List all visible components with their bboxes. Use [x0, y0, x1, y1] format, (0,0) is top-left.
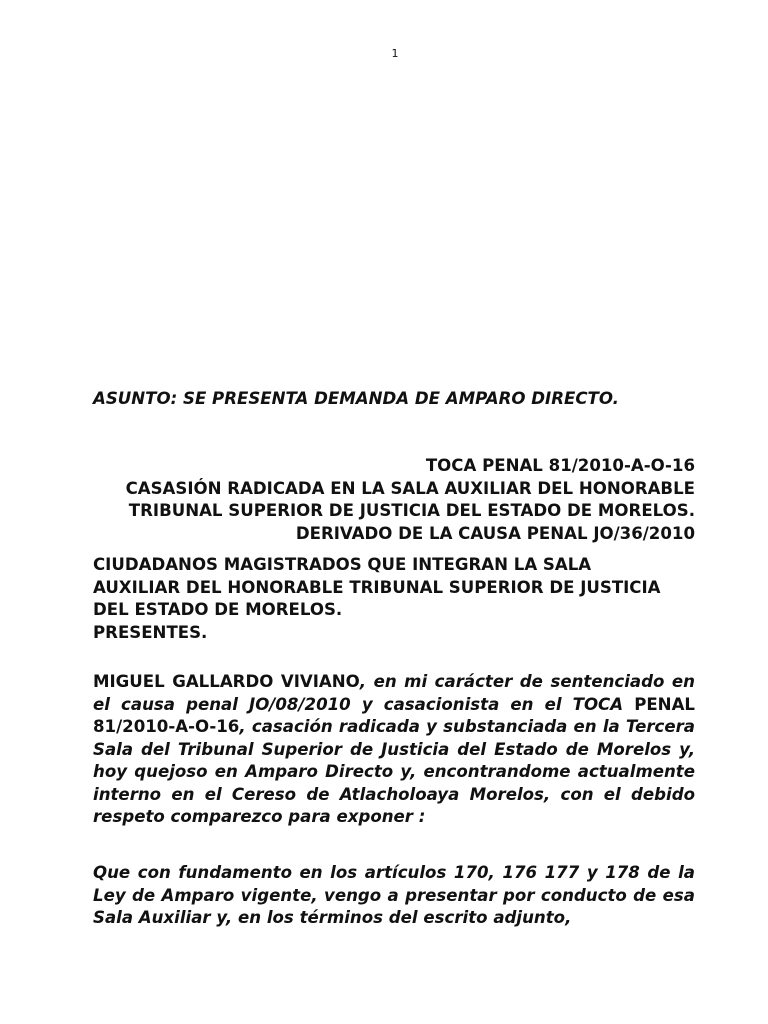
paragraph-text: , casación radicada y substanciada en la Tercera Sala del Tribunal Superior de Justicia del Estado de Morelos y, hoy quejoso en Amparo Directo y, encontrandome actualmente interno en el Cereso de Atlacholoaya Morelos, con el debido respeto comparezco para exponer : — [93, 717, 695, 826]
addressee-line: PRESENTES. — [93, 622, 208, 642]
addressee — [93, 554, 695, 644]
case-reference-line: TOCA PENAL 81/2010-A-O-16 — [425, 456, 695, 475]
toca-reference: PENAL 81/2010-A-O-16 — [93, 694, 695, 736]
body-paragraph-1 — [93, 671, 695, 829]
case-reference-line: CASASIÓN RADICADA EN LA SALA AUXILIAR DEL HONORABLE — [125, 478, 695, 498]
case-reference-line: TRIBUNAL SUPERIOR DE JUSTICIA DEL ESTADO DE MORELOS. — [128, 501, 695, 520]
paragraph-text: , en mi carácter de sentenciado en el causa penal JO/08/2010 y casacionista en el TOCA — [93, 672, 695, 714]
subject-line: ASUNTO: SE PRESENTA DEMANDA DE AMPARO DIRECTO. — [93, 389, 619, 408]
addressee-line: DEL ESTADO DE MORELOS. — [93, 600, 343, 619]
body-paragraph-2: Que con fundamento en los artículos 170, 176 177 y 178 de la Ley de Amparo vigente, vengo a presentar por conducto de esa Sala Auxiliar y, en los términos del escrito adjunto, — [93, 863, 695, 927]
addressee-line: CIUDADANOS MAGISTRADOS QUE INTEGRAN LA SALA — [93, 555, 592, 574]
case-reference — [93, 455, 695, 545]
case-reference-line: DERIVADO DE LA CAUSA PENAL JO/36/2010 — [295, 523, 695, 543]
petitioner-name: MIGUEL GALLARDO VIVIANO — [93, 672, 360, 691]
page-number: 1 — [391, 47, 399, 60]
addressee-line: AUXILIAR DEL HONORABLE TRIBUNAL SUPERIOR DE JUSTICIA — [93, 577, 661, 597]
